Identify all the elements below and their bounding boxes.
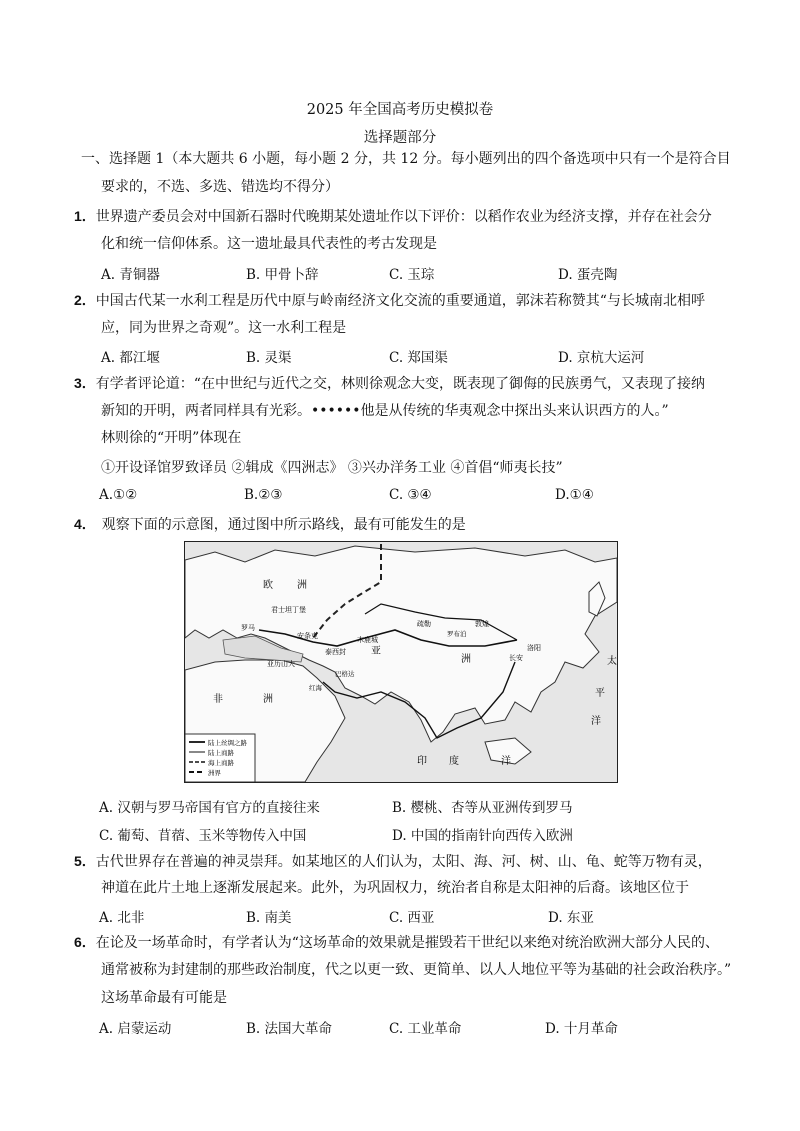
continent-label: 非 — [213, 694, 223, 705]
option-d[interactable]: D. 京杭大运河 — [558, 350, 645, 366]
ocean-label: 洋 — [591, 716, 601, 727]
place-label: 巴格达 — [335, 670, 355, 678]
question-text: 中国古代某一水利工程是历代中原与岭南经济文化交流的重要通道，郭沫若称赞其“与长城南北相呼 — [95, 293, 705, 309]
question-text: 林则徐的“开明”体现在 — [101, 430, 242, 446]
question-6 — [74, 932, 719, 953]
place-label: 安条克 — [297, 632, 318, 640]
question-2 — [74, 290, 705, 311]
place-label: 敦煌 — [475, 620, 489, 628]
continent-label: 亚 — [371, 646, 381, 657]
option-c[interactable]: C. 玉琮 — [389, 267, 435, 283]
question-1 — [74, 206, 712, 227]
question-number: 2． — [74, 292, 96, 308]
option-c[interactable]: C. 葡萄、苜蓿、玉米等物传入中国 — [99, 828, 307, 844]
option-b[interactable]: B. 南美 — [246, 910, 292, 926]
continent-label: 洲 — [461, 654, 471, 665]
question-text: 这场革命最有可能是 — [101, 990, 227, 1006]
option-c[interactable]: C. ③④ — [389, 487, 432, 503]
place-label: 君士坦丁堡 — [271, 606, 306, 614]
continent-label: 洲 — [297, 580, 307, 591]
option-a[interactable]: A. 青铜器 — [101, 267, 160, 283]
place-label: 亚历山大 — [267, 660, 295, 668]
option-d[interactable]: D. 东亚 — [548, 910, 594, 926]
question-text: 在论及一场革命时，有学者认为“这场革命的效果就是摧毁若干世纪以来绝对统治欧洲大部分人民的、 — [95, 935, 719, 951]
option-d[interactable]: D. 十月革命 — [545, 1021, 618, 1037]
option-a[interactable]: A.①② — [99, 487, 138, 503]
legend-label: 海上商路 — [208, 759, 234, 767]
page-title: 2025 年全国高考历史模拟卷 — [306, 102, 494, 118]
question-number: 5． — [74, 853, 96, 869]
question-text: 新知的开明，两者同样具有光彩。••••••他是从传统的华夷观念中探出头来认识西方的人。” — [101, 403, 669, 419]
question-text: 通常被称为封建制的那些政治制度，代之以更一致、更简单、以人人地位平等为基础的社会政治秩序。” — [101, 962, 732, 978]
option-c[interactable]: C. 郑国渠 — [389, 350, 448, 366]
option-b[interactable]: B. 甲骨卜辞 — [246, 267, 319, 283]
silk-road-map — [184, 541, 618, 783]
page-subtitle: 选择题部分 — [363, 130, 437, 146]
section-heading: 一、选择题 1（本大题共 6 小题，每小题 2 分，共 12 分。每小题列出的四个备选项中只有一个是符合目 — [81, 151, 731, 167]
question-text: 应，同为世界之奇观”。这一水利工程是 — [101, 320, 347, 336]
ocean-label: 太 — [607, 656, 617, 667]
question-number: 1． — [74, 208, 96, 224]
place-label: 罗布泊 — [447, 630, 467, 638]
question-text: 世界遗产委员会对中国新石器时代晚期某处遗址作以下评价：以稻作农业为经济支撑，并存在社会分 — [95, 209, 712, 225]
option-a[interactable]: A. 汉朝与罗马帝国有官方的直接往来 — [99, 800, 320, 816]
question-text: 观察下面的示意图，通过图中所示路线，最有可能发生的是 — [101, 517, 466, 533]
place-label: 洛阳 — [527, 644, 541, 652]
question-text: 化和统一信仰体系。这一遗址最具代表性的考古发现是 — [101, 236, 437, 252]
option-c[interactable]: C. 西亚 — [389, 910, 435, 926]
option-d[interactable]: D. 中国的指南针向西传入欧洲 — [392, 828, 573, 844]
option-d[interactable]: D.①④ — [555, 487, 594, 503]
option-b[interactable]: B. 法国大革命 — [246, 1021, 333, 1037]
place-label: 木鹿城 — [357, 636, 378, 644]
section-heading-cont: 要求的，不选、多选、错选均不得分） — [101, 179, 339, 195]
legend-label: 洲界 — [208, 769, 221, 777]
option-b[interactable]: B. 樱桃、杏等从亚洲传到罗马 — [392, 800, 573, 816]
ocean-label: 印 — [417, 756, 427, 767]
question-number: 4． — [74, 516, 96, 532]
ocean-label: 度 — [449, 756, 459, 767]
place-label: 长安 — [509, 654, 523, 662]
option-d[interactable]: D. 蛋壳陶 — [558, 267, 618, 283]
question-items: ①开设译馆罗致译员 ②辑成《四洲志》 ③兴办洋务工业 ④首倡“师夷长技” — [101, 460, 563, 476]
continent-label: 欧 — [263, 580, 273, 591]
question-3 — [74, 373, 705, 394]
option-b[interactable]: B.②③ — [244, 487, 283, 503]
question-number: 3． — [74, 375, 96, 391]
place-label: 红海 — [309, 684, 322, 692]
place-label: 疏勒 — [417, 620, 431, 628]
option-b[interactable]: B. 灵渠 — [246, 350, 292, 366]
question-number: 6． — [74, 934, 96, 950]
question-4 — [74, 514, 466, 535]
question-text: 神道在此片土地上逐渐发展起来。此外，为巩固权力，统治者自称是太阳神的后裔。该地区位于 — [101, 880, 689, 896]
question-text: 有学者评论道：“在中世纪与近代之交，林则徐观念大变，既表现了御侮的民族勇气，又表现了接纳 — [95, 376, 705, 392]
ocean-label: 洋 — [501, 756, 511, 767]
option-a[interactable]: A. 启蒙运动 — [99, 1021, 172, 1037]
option-c[interactable]: C. 工业革命 — [389, 1021, 462, 1037]
legend-label: 陆上丝绸之路 — [208, 739, 247, 747]
option-a[interactable]: A. 都江堰 — [101, 350, 160, 366]
ocean-label: 平 — [595, 688, 605, 699]
place-label: 罗马 — [241, 624, 255, 632]
question-5 — [74, 851, 712, 872]
option-a[interactable]: A. 北非 — [99, 910, 145, 926]
place-label: 泰西封 — [325, 648, 346, 656]
legend-label: 陆上商路 — [208, 749, 234, 757]
question-text: 古代世界存在普遍的神灵崇拜。如某地区的人们认为，太阳、海、河、树、山、龟、蛇等万物有灵， — [95, 854, 712, 870]
continent-label: 洲 — [263, 694, 273, 705]
map-svg — [185, 542, 617, 782]
